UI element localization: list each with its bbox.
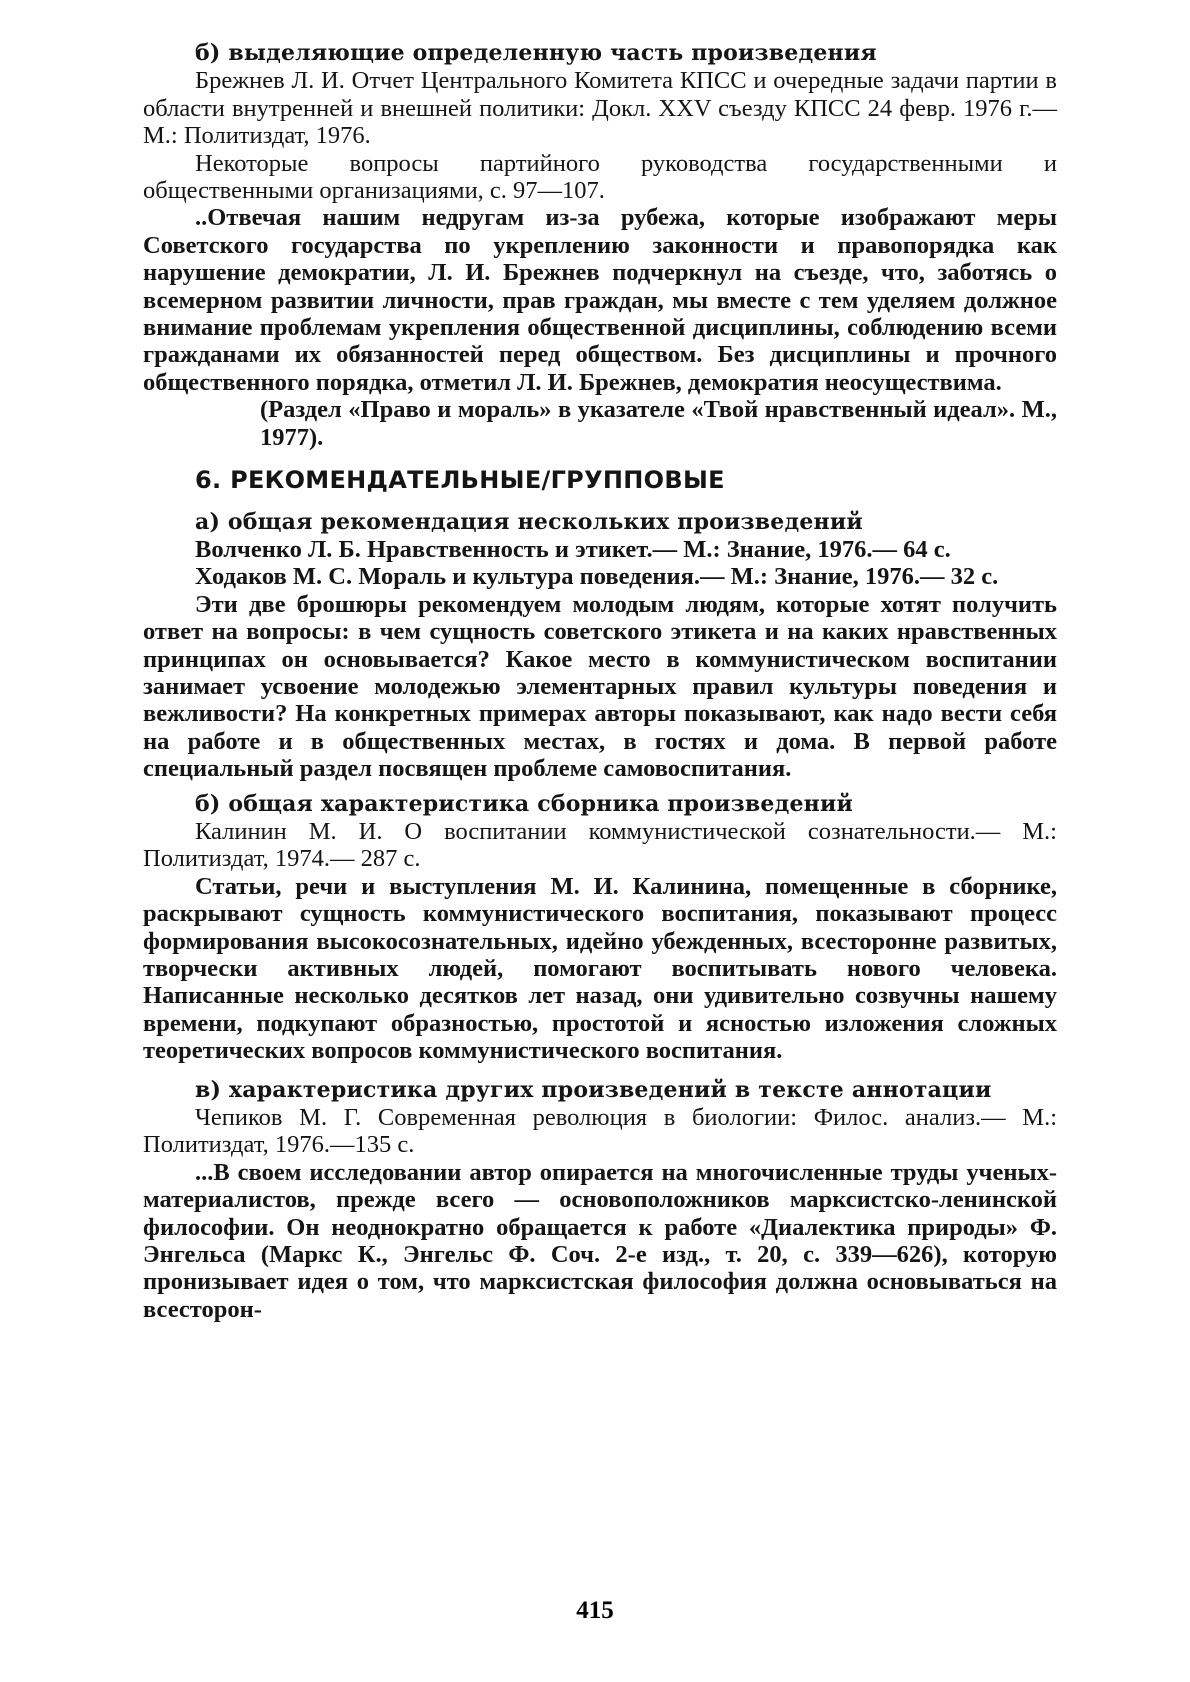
subhead-other-works: в) характеристика других произведений в тексте аннотации — [195, 1076, 992, 1103]
annotation-chapter-reference: Некоторые вопросы партийного руководства государственными и общественными организациями, с. 97—107. — [143, 149, 1057, 205]
bibliographic-entry-kalinin: Калинин М. И. О воспитании коммунистической сознательности.— М.: Политиздат, 1974.— 287 с. — [143, 817, 1057, 873]
source-reference: (Раздел «Право и мораль» в указателе «Твой нравственный идеал». М., 1977). — [260, 396, 1057, 451]
subhead-collection-characteristic: б) общая характеристика сборника произведений — [195, 790, 853, 817]
page-number: 415 — [576, 1597, 614, 1624]
subhead-general-recommendation: а) общая рекомендация нескольких произведений — [195, 508, 863, 535]
annotation-text-brezhnev: ..Отвечая нашим недругам из-за рубежа, которые изображают меры Советского государства по укреплению законности и правопорядка как нарушение демократии, Л. И. Брежнев подчеркнул на съезде, что, заботясь о всемерном развитии личности, прав граждан, мы вместе с тем уделяем должное внимание проблемам укрепления общественной дисциплины, соблюдению всеми гражданами их обязанностей перед обществом. Без дисциплины и прочного общественного порядка, отметил Л. И. Брежнев, демократия неосуществима. — [143, 204, 1057, 396]
annotation-text-kalinin: Статьи, речи и выступления М. И. Калинина, помещенные в сборнике, раскрывают сущность коммунистического воспитания, показывают процесс формирования высокосознательных, идейно убежденных, всесторонне развитых, творчески активных людей, помогают воспитывать нового человека. Написанные несколько десятков лет назад, они удивительно созвучны нашему времени, подкупают образностью, простотой и ясностью изложения сложных теоретических вопросов коммунистического воспитания. — [143, 872, 1057, 1065]
annotation-text-brochures: Эти две брошюры рекомендуем молодым людям, которые хотят получить ответ на вопросы: в чем сущность советского этикета и на каких нравственных принципах он основывается? Какое место в коммунистическом воспитании занимает усвоение молодежью элементарных правил культуры поведения и вежливости? На конкретных примерах авторы показывают, как надо вести себя на работе и в общественных местах, в гостях и дома. В первой работе специальный раздел посвящен проблеме самовоспитания. — [143, 590, 1057, 783]
bibliographic-entry-volchenko: Волченко Л. Б. Нравственность и этикет.— М.: Знание, 1976.— 64 с. — [195, 535, 951, 563]
subhead-highlighting-part: б) выделяющие определенную часть произведения — [195, 40, 877, 66]
annotation-text-chepikov: ...В своем исследовании автор опирается на многочисленные труды ученых-материалистов, прежде всего — основоположников марксистско-ленинской философии. Он неоднократно обращается к работе «Диалектика природы» Ф. Энгельса (Маркс К., Энгельс Ф. Соч. 2-е изд., т. 20, с. 339—626), которую пронизывает идея о том, что марксистская философия должна основываться на всесторон- — [143, 1158, 1057, 1323]
bibliographic-entry-chepikov: Чепиков М. Г. Современная революция в биологии: Филос. анализ.— М.: Политиздат, 1976.—135 с. — [143, 1104, 1057, 1159]
bibliographic-entry-khodakov: Ходаков М. С. Мораль и культура поведения.— М.: Знание, 1976.— 32 с. — [195, 563, 999, 591]
section-heading-recommendatory: 6. РЕКОМЕНДАТЕЛЬНЫЕ/ГРУППОВЫЕ — [195, 466, 725, 495]
bibliographic-entry-brezhnev: Брежнев Л. И. Отчет Центрального Комитета КПСС и очередные задачи партии в области внутренней и внешней политики: Докл. XXV съезду КПСС 24 февр. 1976 г.— М.: Политиздат, 1976. — [143, 67, 1057, 150]
